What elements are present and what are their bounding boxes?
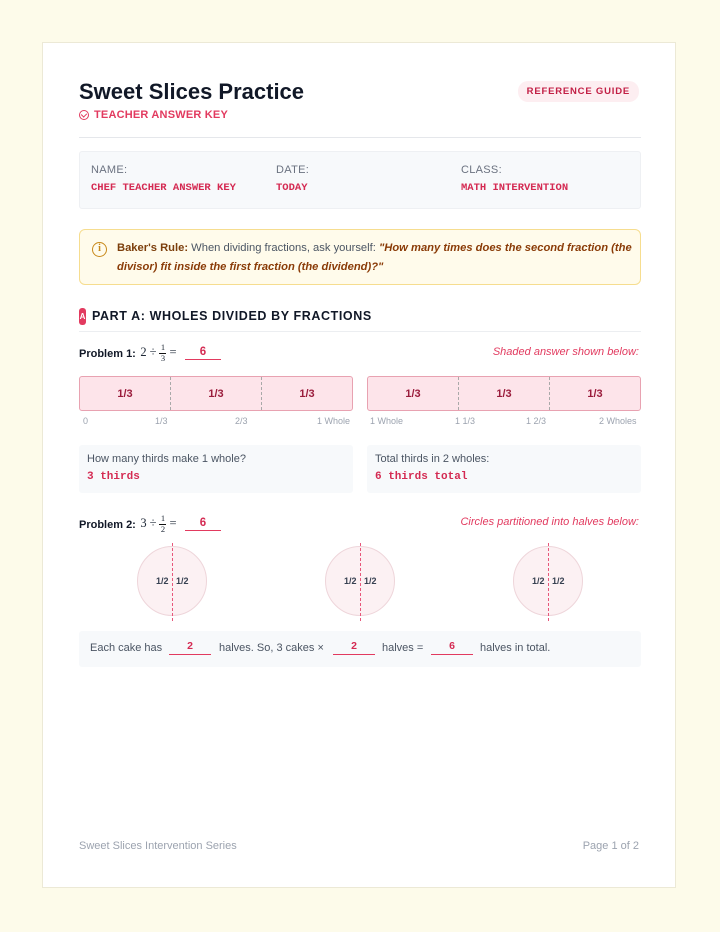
sentence-text: halves = — [382, 642, 424, 654]
question-text: Total thirds in 2 wholes: — [375, 453, 490, 465]
tick-label: 1 Whole — [317, 416, 351, 426]
rule-label: Baker's Rule: — [117, 242, 189, 254]
sentence-text: halves. So, 3 cakes × — [219, 642, 324, 654]
fraction-one-half — [159, 514, 166, 534]
cake-circle — [513, 546, 583, 616]
sentence-blank: 6 — [431, 640, 473, 655]
name-value: CHEF TEACHER ANSWER KEY — [91, 182, 236, 194]
half-divider — [548, 543, 549, 621]
footer-page-number: Page 1 of 2 — [582, 840, 639, 852]
sentence-text: halves in total. — [480, 642, 551, 654]
sentence-blank: 2 — [333, 640, 375, 655]
info-icon: i — [92, 242, 107, 257]
half-label: 1/2 — [156, 576, 169, 586]
third-segment: 1/3 — [587, 387, 603, 400]
date-value: TODAY — [276, 182, 308, 194]
reference-guide-badge: REFERENCE GUIDE — [518, 81, 639, 102]
problem-2-answer: 6 — [185, 517, 221, 531]
problem-2-note: Circles partitioned into halves below: — [460, 516, 639, 528]
half-label: 1/2 — [344, 576, 357, 586]
header-divider — [79, 137, 641, 138]
problem-2-expression — [140, 514, 176, 534]
sentence-text: Each cake has — [90, 642, 163, 654]
rule-quote: "How many times does the second fraction (the divisor) fit inside the first fraction (the dividend)?" — [117, 242, 632, 273]
problem-1-whole: 2 — [140, 345, 147, 360]
summary-sentence-box — [79, 631, 641, 667]
cake-circle — [137, 546, 207, 616]
half-label: 1/2 — [364, 576, 377, 586]
question-text: How many thirds make 1 whole? — [87, 453, 246, 465]
fraction-bar-whole-2 — [367, 376, 641, 411]
half-label: 1/2 — [552, 576, 565, 586]
problem-2-label: Problem 2: — [79, 519, 136, 532]
tick-label: 1 Whole — [370, 416, 404, 426]
student-info-box — [79, 151, 641, 209]
problem-1-note: Shaded answer shown below: — [492, 346, 639, 358]
fraction-numerator: 1 — [160, 342, 166, 352]
rule-body: When dividing fractions, ask yourself: — [191, 242, 376, 254]
name-label: NAME: — [91, 164, 128, 176]
fraction-numerator: 1 — [160, 513, 166, 523]
tick-label: 2 Wholes — [599, 416, 637, 426]
bakers-rule-callout — [79, 229, 641, 285]
fraction-one-third — [159, 343, 166, 363]
section-a-header — [79, 307, 641, 332]
problem-1-label: Problem 1: — [79, 348, 136, 361]
equals-sign: = — [169, 345, 177, 360]
problem-1-statement — [79, 343, 221, 363]
section-a-marker: A — [79, 308, 86, 325]
problem-2-statement — [79, 514, 221, 534]
sentence-blank: 2 — [169, 640, 211, 655]
class-value: MATH INTERVENTION — [461, 182, 569, 194]
tick-label: 0 — [83, 416, 89, 426]
third-segment: 1/3 — [299, 387, 315, 400]
cake-circle — [325, 546, 395, 616]
problem-1-expression — [140, 343, 176, 363]
divide-sign: ÷ — [149, 345, 157, 360]
answer-key-subtitle — [79, 109, 228, 121]
half-label: 1/2 — [532, 576, 545, 586]
footer-series: Sweet Slices Intervention Series — [79, 840, 237, 852]
third-segment: 1/3 — [368, 377, 459, 410]
half-label: 1/2 — [176, 576, 189, 586]
check-circle-icon — [79, 110, 89, 120]
question-box-thirds-per-whole — [79, 445, 353, 493]
fraction-denominator: 3 — [160, 353, 166, 364]
problem-1-answer: 6 — [185, 346, 221, 360]
third-segment: 1/3 — [171, 377, 262, 410]
tick-label: 1 2/3 — [526, 416, 547, 426]
date-label: DATE: — [276, 164, 310, 176]
question-answer: 3 thirds — [87, 471, 140, 483]
half-divider — [360, 543, 361, 621]
divide-sign: ÷ — [149, 516, 157, 531]
third-segment: 1/3 — [80, 377, 171, 410]
tick-label: 2/3 — [235, 416, 248, 426]
tick-label: 1/3 — [155, 416, 168, 426]
problem-2-whole: 3 — [140, 516, 147, 531]
fraction-denominator: 2 — [160, 524, 166, 535]
fraction-bar-whole-1 — [79, 376, 353, 411]
section-a-title: PART A: WHOLES DIVIDED BY FRACTIONS — [92, 309, 372, 323]
tick-label: 1 1/3 — [455, 416, 476, 426]
subtitle-text: TEACHER ANSWER KEY — [94, 109, 228, 121]
third-segment: 1/3 — [459, 377, 550, 410]
worksheet-page — [42, 42, 676, 888]
question-answer: 6 thirds total — [375, 471, 468, 483]
half-divider — [172, 543, 173, 621]
class-label: CLASS: — [461, 164, 502, 176]
equals-sign: = — [169, 516, 177, 531]
question-box-total-thirds — [367, 445, 641, 493]
page-title: Sweet Slices Practice — [79, 79, 305, 104]
rule-text — [117, 239, 633, 277]
